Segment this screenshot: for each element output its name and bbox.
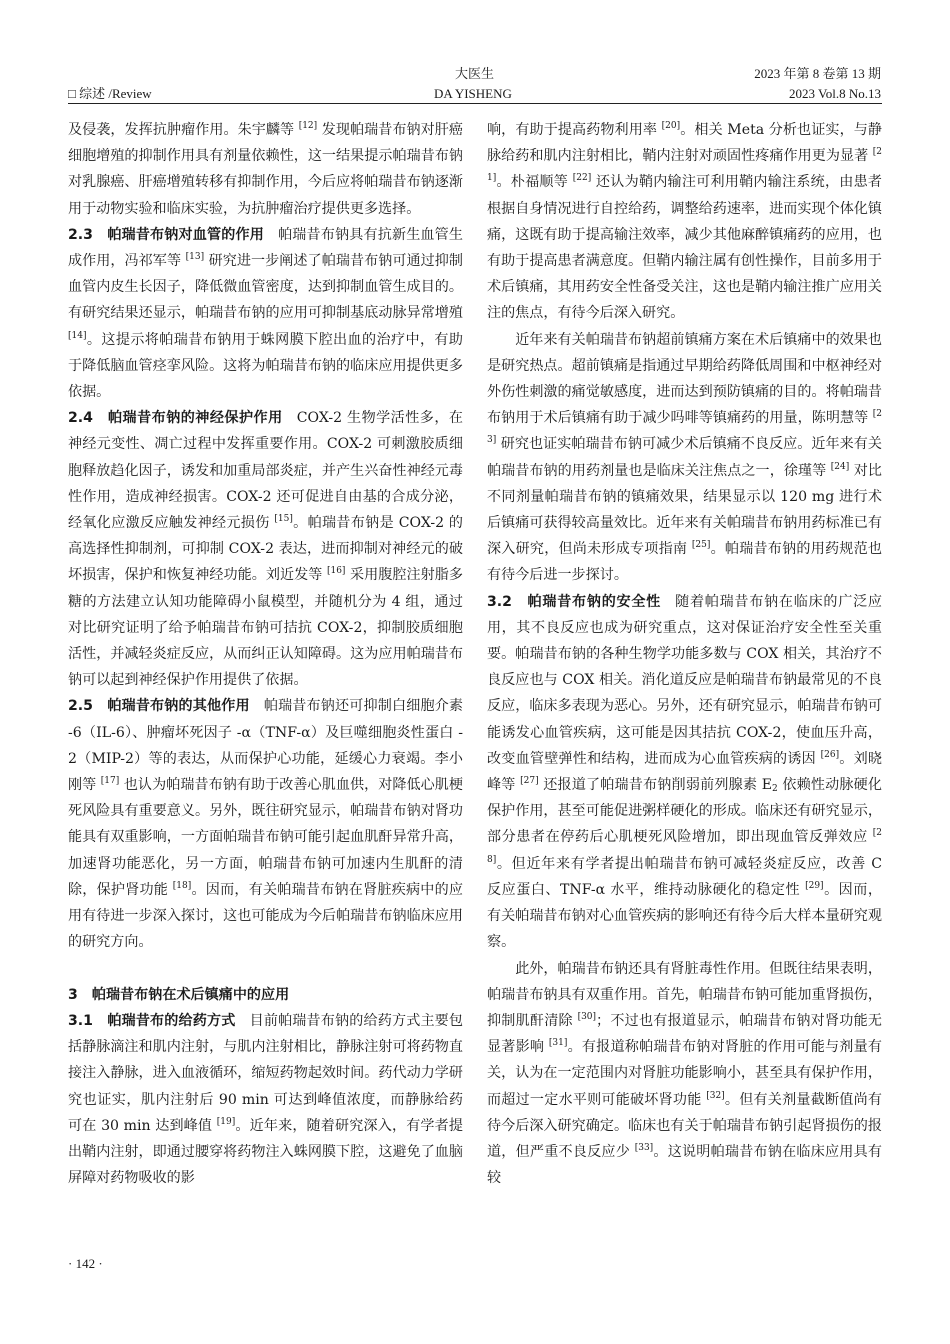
section-heading (68, 982, 463, 1008)
paragraph (68, 405, 463, 693)
text-run: 。朴福顺等 (496, 174, 573, 191)
citation: [25] (691, 540, 711, 551)
paragraph (68, 693, 463, 955)
text-run: 采用腹腔注射脂多糖的方法建立认知功能障碍小鼠模型，并随机分为 4 组，通过对比研究证明了给予帕瑞昔布钠可拮抗 COX-2，抑制胶质细胞活性，并减轻炎症反应，从而纠正认知障碍。这为应用帕瑞昔布钠可以起到神经保护作用提供了依据。 (68, 567, 463, 689)
text-run: 。这说明帕瑞昔布钠在临床应用具有较 (487, 1143, 883, 1187)
citation: [19] (216, 1116, 236, 1127)
journal-title-cn: 大医生 (455, 66, 495, 81)
citation: [32] (706, 1090, 725, 1101)
text-run: 近年来有关帕瑞昔布钠超前镇痛方案在术后镇痛中的效果也是研究热点。超前镇痛是指通过早期给药降低周围和中枢神经对外伤性刺激的痛觉敏感度，进而达到预防镇痛的目的。将帕瑞昔布钠用于术后镇痛有助于减少吗啡等镇痛药的用量，陈明慧等 (487, 331, 882, 427)
header-rule (68, 103, 882, 104)
page-number: · 142 · (68, 1256, 103, 1271)
text-run: 发现帕瑞昔布钠对肝癌细胞增殖的抑制作用具有剂量依赖性，这一结果提示帕瑞昔布钠对乳腺癌、肝癌增殖转移有抑制作用，今后应将帕瑞昔布钠逐渐用于动物实验和临床实验，为抗肿瘤治疗提供更多选择。 (68, 122, 463, 217)
right-column (487, 117, 882, 1191)
citation: [15] (274, 514, 293, 525)
subsection-heading: 3 帕瑞昔布钠在术后镇痛中的应用 (68, 986, 290, 1003)
text-run: 。有报道称帕瑞昔布钠对肾脏的作用可能与剂量有关，认为在一定范围内对肾脏功能影响小，甚至具有保护作用，而超过一定水平则可能破坏肾功能 (487, 1039, 882, 1108)
paragraph (68, 222, 463, 405)
text-run: 研究进一步阐述了帕瑞昔布钠可通过抑制血管内皮生长因子，降低微血管密度，达到抑制血管生成目的。有研究结果还显示，帕瑞昔布钠的应用可抑制基底动脉异常增殖 (68, 253, 463, 322)
paragraph (68, 117, 463, 222)
citation: [27] (520, 776, 539, 787)
text-run: 依赖性动脉硬化保护作用，甚至可能促进粥样硬化的形成。临床还有研究显示，部分患者在停药后心肌梗死风险增加，即出现血管反弹效应 (487, 777, 883, 846)
subsection-heading: 2.5 帕瑞昔布钠的其他作用 (68, 698, 250, 715)
subsection-heading: 2.4 帕瑞昔布钠的神经保护作用 (68, 410, 283, 427)
text-run: 也认为帕瑞昔布钠有助于改善心肌血供，对降低心肌梗死风险具有重要意义。另外，既往研究显示，帕瑞昔布钠对肾功能具有双重影响，一方面帕瑞昔布钠可能引起血肌酐异常升高，加速肾功能恶化，另一方面，帕瑞昔布钠可加速内生肌酐的清除，保护肾功能 (68, 777, 463, 898)
text-run: 帕瑞昔布钠还可抑制白细胞介素 -6（IL-6）、肿瘤坏死因子 -α（TNF-α）及巨噬细胞炎性蛋白 -2（MIP-2）等的表达，从而保护心功能，延缓心力衰竭。李小刚等 (68, 698, 464, 794)
citation: [14] (68, 330, 87, 341)
issue-info-en: 2023 Vol.8 No.13 (789, 86, 881, 101)
citation: [12] (298, 121, 318, 131)
citation: [28] (487, 828, 882, 865)
paragraph (487, 327, 882, 589)
citation: [23] (487, 409, 882, 446)
paragraph (487, 117, 882, 327)
paragraph (487, 589, 882, 956)
citation: [22] (572, 173, 592, 184)
subscript: 2 (772, 784, 778, 795)
text-run: 研究也证实帕瑞昔布钠可减少术后镇痛不良反应。近年来有关帕瑞昔布钠的用药剂量也是临床关注焦点之一，徐瑾等 (487, 436, 882, 479)
text-run: 。刘晓峰等 (487, 750, 882, 794)
text-run: COX-2 生物学活性多，在神经元变性、凋亡过程中发挥重要作用。COX-2 可刺激胶质细胞释放趋化因子，诱发和加重局部炎症，并产生兴奋性神经元毒性作用，造成神经损害。COX-2 还可促进自由基的合成分泌，经氧化应激反应触发神经元损伤 (68, 410, 463, 532)
subsection-heading: 3.2 帕瑞昔布钠的安全性 (487, 593, 662, 610)
text-run: 目前帕瑞昔布钠的给药方式主要包括静脉滴注和肌内注射，与肌内注射相比，静脉注射可将药物直接注入静脉，进入血液循环，缩短药物起效时间。药代动力学研究也证实，肌内注射后 90 min 可达到峰值浓度，而静脉给药可在 30 min 达到峰值 (68, 1012, 464, 1134)
text-run: 。因而，有关帕瑞昔布钠在肾脏疾病中的应用有待进一步深入探讨，这也可能成为今后帕瑞昔布钠临床应用的研究方向。 (68, 881, 463, 951)
text-run: 。近年来，随着研究深入，有学者提出鞘内注射，即通过腰穿将药物注入蛛网膜下腔，这避免了血脑屏障对药物吸收的影 (68, 1117, 463, 1187)
text-run: 此外，帕瑞昔布钠还具有肾脏毒性作用。但既往结果表明，帕瑞昔布钠具有双重作用。首先，帕瑞昔布钠可能加重肾损伤，抑制肌酐清除 (487, 960, 882, 1029)
paragraph (487, 956, 882, 1192)
citation: [26] (820, 749, 840, 760)
citation: [21] (487, 147, 882, 184)
citation: [29] (805, 880, 824, 891)
text-run: 。相关 Meta 分析也证实，与静脉给药和肌内注射相比，鞘内注射对顽固性疼痛作用更为显著 (487, 122, 883, 165)
text-run: 还认为鞘内输注可利用鞘内输注系统，由患者根据自身情况进行自控给药，调整给药速率，进而实现个体化镇痛，这既有助于提高输注效率，减少其他麻醉镇痛药的应用，也有助于提高患者满意度。但鞘内输注属有创性操作，目前多用于术后镇痛，其用药安全性备受关注，这也是鞘内输注推广应用关注的焦点，有待今后深入研究。 (487, 174, 882, 322)
text-run: 。帕瑞昔布钠的用药规范也有待今后进一步探讨。 (487, 541, 883, 584)
text-run: 响，有助于提高药物利用率 (487, 122, 662, 138)
citation: [31] (548, 1038, 568, 1049)
citation: [20] (661, 121, 681, 131)
citation: [30] (577, 1011, 597, 1022)
text-run: 。这提示将帕瑞昔布钠用于蛛网膜下腔出血的治疗中，有助于降低脑血管痉挛风险。这将为帕瑞昔布钠的临床应用提供更多依据。 (68, 331, 463, 401)
citation: [18] (172, 880, 192, 891)
journal-title-en: DA YISHENG (434, 86, 512, 101)
text-run: 随着帕瑞昔布钠在临床的广泛应用，其不良反应也成为研究重点，这对保证治疗安全性至关重要。帕瑞昔布钠的各种生物学功能多数与 COX 相关，其治疗不良反应也与 COX 相关。消化道反应是帕瑞昔布钠最常见的不良反应，临床多表现为恶心。另外，还有研究显示，帕瑞昔布钠可能诱发心血管疾病，这可能是因其拮抗 COX-2，使血压升高，改变血管壁弹性和结构，进而成为心血管疾病的诱因 (487, 593, 883, 767)
text-run: 帕瑞昔布钠具有抗新生血管生成作用，冯祁军等 (68, 226, 464, 270)
text-run: 对比不同剂量帕瑞昔布钠的镇痛效果，结果显示以 120 mg 进行术后镇痛可获得较高量效比。近年来有关帕瑞昔布钠用药标准已有深入研究，但尚未形成专项指南 (487, 462, 882, 558)
section-label: □ 综述 /Review (68, 86, 152, 101)
text-run: ；不过也有报道显示，帕瑞昔布钠对肾功能无显著影响 (487, 1012, 883, 1056)
text-run: 及侵袭，发挥抗肿瘤作用。朱宇麟等 (68, 122, 299, 138)
citation: [33] (634, 1142, 654, 1153)
paragraph (68, 1008, 463, 1191)
text-run: 。帕瑞昔布钠是 COX-2 的高选择性抑制剂，可抑制 COX-2 表达，进而抑制对神经元的破坏损害，保护和恢复神经功能。刘近发等 (68, 515, 463, 584)
citation: [16] (326, 566, 346, 577)
issue-info-cn: 2023 年第 8 卷第 13 期 (754, 66, 881, 81)
left-column (68, 117, 463, 1191)
citation: [13] (185, 252, 205, 263)
subsection-heading: 2.3 帕瑞昔布钠对血管的作用 (68, 226, 264, 243)
text-run: 还报道了帕瑞昔布钠削弱前列腺素 E (538, 777, 773, 794)
citation: [17] (100, 776, 120, 787)
citation: [24] (830, 461, 850, 472)
text-run: 。因而，有关帕瑞昔布钠对心血管疾病的影响还有待今后大样本量研究观察。 (487, 881, 882, 951)
text-run: 。但近年来有学者提出帕瑞昔布钠可减轻炎症反应，改善 C 反应蛋白、TNF-α 水平，维持动脉硬化的稳定性 (487, 855, 882, 898)
subsection-heading: 3.1 帕瑞昔布的给药方式 (68, 1012, 236, 1029)
text-run: 。但有关剂量截断值尚有待今后深入研究确定。临床也有关于帕瑞昔布钠引起肾损伤的报道，但严重不良反应少 (487, 1091, 882, 1160)
